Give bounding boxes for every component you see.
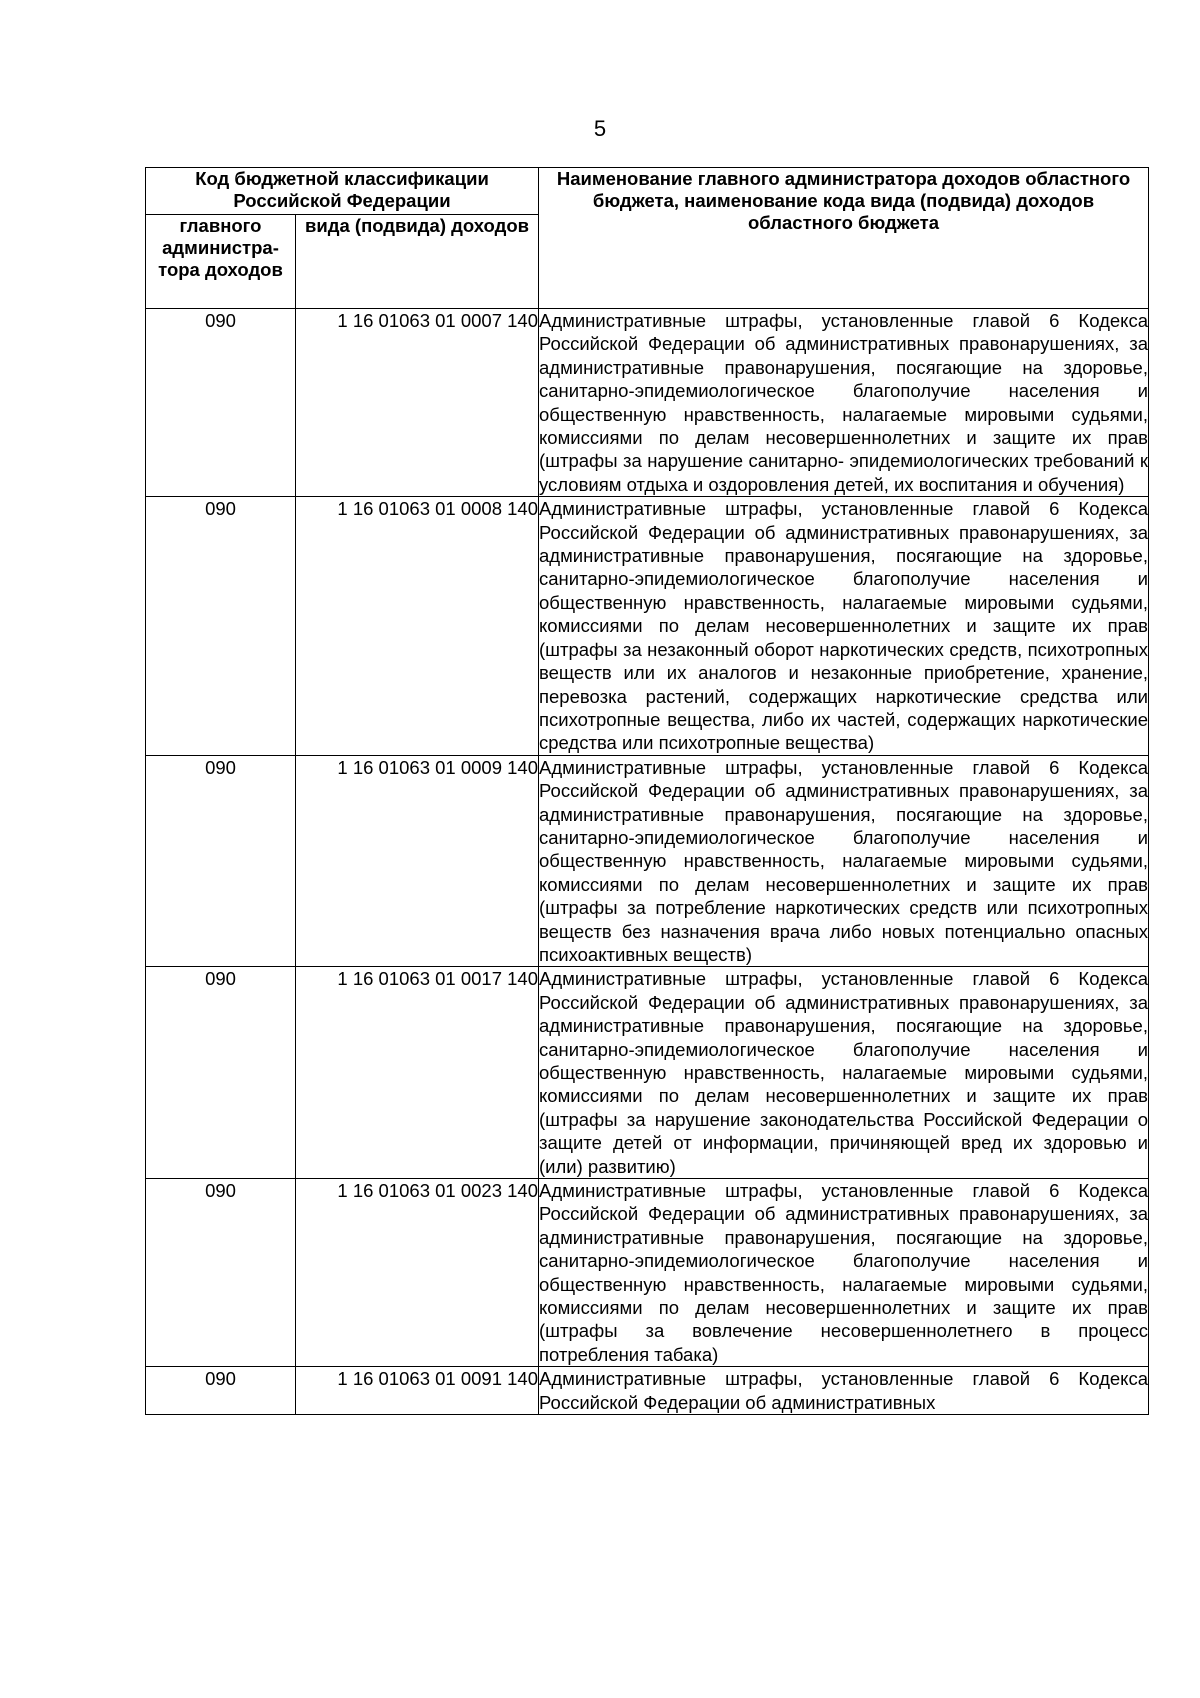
cell-income-name: Административные штрафы, установленные главой 6 Кодекса Российской Федерации об административных: [539, 1368, 1148, 1413]
cell-income-name: Административные штрафы, установленные главой 6 Кодекса Российской Федерации об административных правонарушениях, за административные правонарушения, посягающие на здоровье, санитарно-эпидемиологическое благополучие населения и общественную нравственность, налагаемые мировыми судьями, комиссиями по делам несовершеннолетних и защите их прав (штрафы за незаконный оборот наркотических средств, психотропных веществ или их аналогов и незаконные приобретение, хранение, перевозка растений, содержащих наркотические средства или психотропные вещества, либо их частей, содержащих наркотические средства или психотропные вещества): [539, 498, 1148, 754]
header-group-budget-code: Код бюджетной классификации Российской Федерации: [146, 168, 539, 215]
page-number: 5: [593, 116, 607, 141]
cell-income-name: Административные штрафы, установленные главой 6 Кодекса Российской Федерации об административных правонарушениях, за административные правонарушения, посягающие на здоровье, санитарно-эпидемиологическое благополучие населения и общественную нравственность, налагаемые мировыми судьями, комиссиями по делам несовершеннолетних и защите их прав (штрафы за вовлечение несовершеннолетнего в процесс потребления табака): [539, 1180, 1148, 1365]
table-body: [146, 309, 1149, 1415]
cell-income-code: 1 16 01063 01 0023 140: [296, 1179, 539, 1367]
cell-admin-code: 090: [146, 967, 296, 1179]
budget-classification-table: [145, 167, 1149, 1415]
header-col-name: Наименование главного администратора доходов областного бюджета, наименование кода вида (подвида) доходов областного бюджета: [539, 168, 1149, 309]
table-row: [146, 967, 1149, 1179]
cell-admin-code: 090: [146, 309, 296, 497]
table-row: [146, 497, 1149, 755]
cell-admin-code: 090: [146, 1179, 296, 1367]
cell-income-name: Административные штрафы, установленные главой 6 Кодекса Российской Федерации об административных правонарушениях, за административные правонарушения, посягающие на здоровье, санитарно-эпидемиологическое благополучие населения и общественную нравственность, налагаемые мировыми судьями, комиссиями по делам несовершеннолетних и защите их прав (штрафы за нарушение санитарно- эпидемиологических требований к условиям отдыха и оздоровления детей, их воспитания и обучения): [539, 310, 1148, 495]
cell-income-name: Административные штрафы, установленные главой 6 Кодекса Российской Федерации об административных правонарушениях, за административные правонарушения, посягающие на здоровье, санитарно-эпидемиологическое благополучие населения и общественную нравственность, налагаемые мировыми судьями, комиссиями по делам несовершеннолетних и защите их прав (штрафы за нарушение законодательства Российской Федерации о защите детей от информации, причиняющей вред их здоровью и (или) развитию): [539, 968, 1148, 1177]
cell-income-code: 1 16 01063 01 0091 140: [296, 1367, 539, 1415]
cell-income-code: 1 16 01063 01 0008 140: [296, 497, 539, 755]
table-row: [146, 1179, 1149, 1367]
cell-income-name: Административные штрафы, установленные главой 6 Кодекса Российской Федерации об административных правонарушениях, за административные правонарушения, посягающие на здоровье, санитарно-эпидемиологическое благополучие населения и общественную нравственность, налагаемые мировыми судьями, комиссиями по делам несовершеннолетних и защите их прав (штрафы за потребление наркотических средств или психотропных веществ без назначения врача либо новых потенциально опасных психоактивных веществ): [539, 756, 1148, 965]
header-col-admin: главного администра-тора доходов: [146, 215, 296, 309]
cell-income-code: 1 16 01063 01 0009 140: [296, 755, 539, 967]
cell-income-code: 1 16 01063 01 0017 140: [296, 967, 539, 1179]
cell-admin-code: 090: [146, 497, 296, 755]
table-row: [146, 309, 1149, 497]
header-col-type: вида (подвида) доходов: [296, 215, 539, 309]
table-row: [146, 1367, 1149, 1415]
cell-admin-code: 090: [146, 755, 296, 967]
cell-income-code: 1 16 01063 01 0007 140: [296, 309, 539, 497]
cell-admin-code: 090: [146, 1367, 296, 1415]
table-row: [146, 755, 1149, 967]
table-header: [146, 168, 1149, 309]
